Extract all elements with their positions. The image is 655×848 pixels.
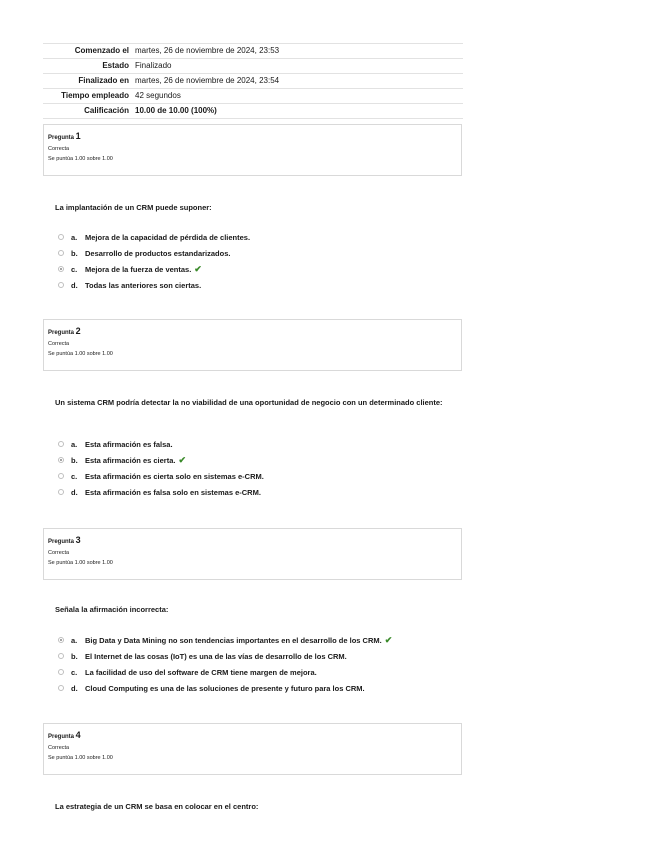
option-text: Esta afirmación es cierta.	[85, 455, 176, 465]
radio-button[interactable]	[58, 266, 64, 272]
summary-value: 10.00 de 10.00 (100%)	[135, 106, 217, 115]
radio-button[interactable]	[58, 250, 64, 256]
summary-row-started	[43, 44, 463, 59]
answer-option[interactable]	[58, 680, 458, 696]
option-text: Esta afirmación es falsa.	[85, 439, 173, 449]
answer-option[interactable]	[58, 277, 458, 293]
radio-button[interactable]	[58, 489, 64, 495]
question-state: Correcta	[48, 340, 70, 347]
option-letter: b.	[71, 651, 78, 661]
question-state: Correcta	[48, 744, 70, 751]
question-number-value: 1	[75, 131, 81, 141]
question-mark: Se puntúa 1.00 sobre 1.00	[48, 351, 113, 358]
answer-option[interactable]	[58, 632, 458, 648]
option-letter: c.	[71, 667, 78, 677]
answer-option[interactable]	[58, 664, 458, 680]
answer-option[interactable]	[58, 245, 458, 261]
answer-options	[58, 632, 458, 696]
option-text: Todas las anteriores son ciertas.	[85, 280, 202, 290]
option-letter: a.	[71, 232, 78, 242]
radio-button[interactable]	[58, 685, 64, 691]
option-text: Mejora de la fuerza de ventas.	[85, 264, 192, 274]
radio-button[interactable]	[58, 282, 64, 288]
summary-row-grade	[43, 104, 463, 119]
summary-row-finished	[43, 74, 463, 89]
answer-option[interactable]	[58, 452, 458, 468]
question-text: Un sistema CRM podría detectar la no viabilidad de una oportunidad de negocio con un determinado cliente:	[55, 398, 443, 407]
summary-value: martes, 26 de noviembre de 2024, 23:53	[135, 46, 280, 55]
question-mark: Se puntúa 1.00 sobre 1.00	[48, 560, 113, 567]
summary-label: Finalizado en	[78, 76, 129, 85]
summary-label: Comenzado el	[74, 46, 129, 55]
radio-button[interactable]	[58, 457, 64, 463]
question-number-value: 2	[75, 326, 81, 336]
question-info-box	[43, 723, 462, 775]
option-text: Mejora de la capacidad de pérdida de clientes.	[85, 232, 251, 242]
summary-label: Estado	[102, 61, 129, 70]
answer-option[interactable]	[58, 648, 458, 664]
option-text: La facilidad de uso del software de CRM tiene margen de mejora.	[85, 667, 317, 677]
radio-button[interactable]	[58, 637, 64, 643]
option-text: Esta afirmación es falsa solo en sistemas e-CRM.	[85, 487, 261, 497]
question-state: Correcta	[48, 145, 70, 152]
answer-option[interactable]	[58, 261, 458, 277]
question-number	[48, 326, 457, 338]
question-info-box	[43, 124, 462, 176]
summary-value: martes, 26 de noviembre de 2024, 23:54	[135, 76, 280, 85]
check-icon: ✔	[194, 263, 202, 274]
question-mark: Se puntúa 1.00 sobre 1.00	[48, 156, 113, 163]
option-letter: d.	[71, 487, 78, 497]
question-state: Correcta	[48, 549, 70, 556]
question-prefix: Pregunta	[48, 539, 76, 545]
option-text: El Internet de las cosas (IoT) es una de las vías de desarrollo de los CRM.	[85, 651, 347, 661]
question-number-value: 4	[75, 730, 81, 740]
answer-options	[58, 229, 458, 293]
question-info-box	[43, 528, 462, 580]
option-letter: c.	[71, 471, 78, 481]
summary-value: 42 segundos	[135, 91, 181, 100]
question-text: Señala la afirmación incorrecta:	[55, 605, 169, 614]
question-number	[48, 730, 457, 742]
question-number	[48, 131, 457, 143]
question-prefix: Pregunta	[48, 330, 76, 336]
summary-label: Calificación	[84, 106, 129, 115]
answer-option[interactable]	[58, 436, 458, 452]
option-letter: a.	[71, 439, 78, 449]
radio-button[interactable]	[58, 653, 64, 659]
option-letter: b.	[71, 248, 78, 258]
option-text: Desarrollo de productos estandarizados.	[85, 248, 231, 258]
question-info-box	[43, 319, 462, 371]
option-letter: c.	[71, 264, 78, 274]
check-icon: ✔	[384, 634, 393, 645]
answer-option[interactable]	[58, 468, 458, 484]
radio-button[interactable]	[58, 441, 64, 447]
summary-label: Tiempo empleado	[61, 91, 129, 100]
summary-row-state	[43, 59, 463, 74]
answer-options	[58, 436, 458, 500]
answer-option[interactable]	[58, 229, 458, 245]
radio-button[interactable]	[58, 473, 64, 479]
question-mark: Se puntúa 1.00 sobre 1.00	[48, 755, 113, 762]
option-letter: b.	[71, 455, 78, 465]
option-text: Esta afirmación es cierta solo en sistemas e-CRM.	[85, 471, 264, 481]
check-icon: ✔	[178, 454, 187, 465]
question-number	[48, 535, 457, 547]
option-letter: d.	[71, 280, 78, 290]
attempt-summary-table	[43, 43, 463, 119]
summary-value: Finalizado	[135, 61, 172, 70]
question-number-value: 3	[75, 535, 81, 545]
radio-button[interactable]	[58, 234, 64, 240]
option-letter: d.	[71, 683, 78, 693]
radio-button[interactable]	[58, 669, 64, 675]
answer-option[interactable]	[58, 484, 458, 500]
option-text: Cloud Computing es una de las soluciones de presente y futuro para los CRM.	[85, 683, 365, 693]
question-prefix: Pregunta	[48, 734, 76, 740]
option-text: Big Data y Data Mining no son tendencias importantes en el desarrollo de los CRM.	[85, 635, 382, 645]
summary-row-time	[43, 89, 463, 104]
question-text: La estrategia de un CRM se basa en colocar en el centro:	[55, 802, 259, 811]
option-letter: a.	[71, 635, 78, 645]
question-text: La implantación de un CRM puede suponer:	[55, 203, 212, 212]
question-prefix: Pregunta	[48, 135, 76, 141]
